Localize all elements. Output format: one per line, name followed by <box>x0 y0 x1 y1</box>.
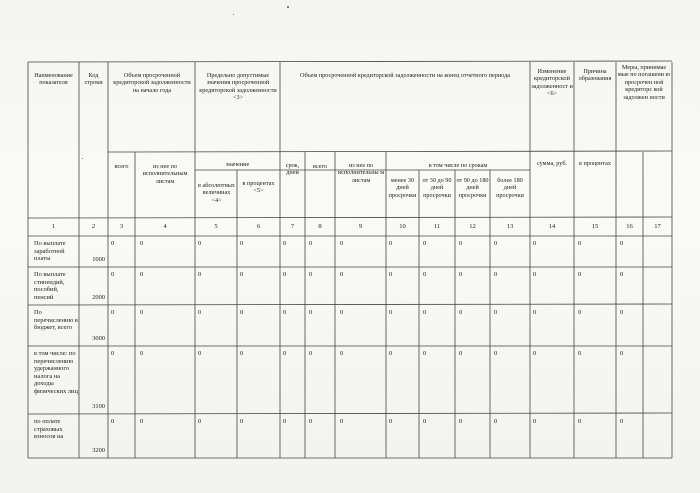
column-number: 10 <box>399 223 406 230</box>
row-value: 0 <box>494 240 498 247</box>
subheader-sum-rub: сумма, руб. <box>536 160 568 167</box>
column-number: 1 <box>51 223 56 230</box>
row-name: По выплате заработной платы <box>34 240 66 263</box>
row-value: 0 <box>240 350 244 357</box>
row-value: 0 <box>459 271 463 278</box>
subheader-total2: всего <box>313 163 327 170</box>
row-value: 0 <box>309 271 313 278</box>
row-value: 0 <box>459 350 463 357</box>
subheader-total: всего <box>114 163 129 170</box>
row-value: 0 <box>198 240 202 247</box>
row-value: 0 <box>494 309 498 316</box>
column-number: 11 <box>433 223 441 230</box>
row-value: 0 <box>111 309 115 316</box>
row-value: 0 <box>111 240 115 247</box>
row-value: 0 <box>620 309 624 316</box>
row-value: 0 <box>140 350 144 357</box>
row-value: 0 <box>283 309 287 316</box>
header-overdue-start: Объем просроченной кредиторской задолженности на начало года <box>113 72 191 94</box>
row-code: 3100 <box>92 403 105 410</box>
column-number: 9 <box>358 223 363 230</box>
row-value: 0 <box>283 271 287 278</box>
subheader-by-terms: в том числе по срокам <box>428 162 488 169</box>
row-value: 0 <box>533 309 537 316</box>
row-value: 0 <box>240 309 244 316</box>
column-number: 16 <box>626 223 633 230</box>
scan-speck <box>287 6 289 8</box>
row-value: 0 <box>198 271 202 278</box>
row-value: 0 <box>309 240 313 247</box>
row-value: 0 <box>309 418 313 425</box>
header-reason: Причина образования <box>578 68 612 83</box>
header-allowed: Предельно допустимые значения просроченной кредиторской задолженности <3> <box>199 72 277 102</box>
header-code: Код строки <box>84 72 103 87</box>
row-value: 0 <box>578 240 582 247</box>
row-value: 0 <box>459 240 463 247</box>
row-value: 0 <box>533 418 537 425</box>
subheader-in-pct: в процентах <box>579 160 611 167</box>
row-value: 0 <box>620 350 624 357</box>
row-value: 0 <box>494 418 498 425</box>
header-overdue-end: Объем просроченной кредиторской задолженности на конец отчетного периода <box>300 72 510 79</box>
row-value: 0 <box>140 240 144 247</box>
row-value: 0 <box>309 309 313 316</box>
subheader-value: значение <box>225 161 250 168</box>
row-value: 0 <box>240 418 244 425</box>
row-value: 0 <box>340 309 344 316</box>
row-value: 0 <box>494 271 498 278</box>
row-value: 0 <box>309 350 313 357</box>
row-value: 0 <box>340 240 344 247</box>
column-number: 7 <box>290 223 295 230</box>
column-number: 8 <box>318 223 322 230</box>
row-value: 0 <box>533 271 537 278</box>
row-value: 0 <box>459 309 463 316</box>
row-value: 0 <box>578 309 582 316</box>
subheader-term: срок, дней <box>285 162 300 177</box>
header-change: Изменение кредиторской задолженност и <6> <box>531 68 573 98</box>
row-value: 0 <box>578 271 582 278</box>
column-number: 3 <box>119 223 124 230</box>
row-name: в том числе: по перечислению удержанного налога на доходы физических лиц <box>34 350 78 395</box>
row-value: 0 <box>620 271 624 278</box>
row-value: 0 <box>423 309 427 316</box>
row-value: 0 <box>620 240 624 247</box>
column-number: 6 <box>256 223 261 230</box>
column-number: 2 <box>91 223 96 230</box>
row-value: 0 <box>198 350 202 357</box>
column-number: 13 <box>506 223 514 230</box>
row-value: 0 <box>111 271 115 278</box>
row-value: 0 <box>111 418 115 425</box>
subheader-90-180: от 90 до 180 дней просрочки <box>456 177 489 199</box>
scan-speck <box>233 14 234 15</box>
row-code: 1000 <box>92 256 105 263</box>
row-value: 0 <box>389 350 393 357</box>
subheader-incl-exec2: из нее по исполнительны м листам <box>337 162 385 184</box>
row-value: 0 <box>533 240 537 247</box>
row-name: По выплате стипендий, пособий, пенсий <box>34 271 66 301</box>
row-code: 3200 <box>92 447 105 454</box>
row-value: 0 <box>283 350 287 357</box>
subheader-lt30: менее 30 дней просрочки <box>388 177 417 199</box>
row-name: по оплате страховых взносов на <box>34 418 64 441</box>
row-value: 0 <box>198 309 202 316</box>
row-code: 3000 <box>92 335 105 342</box>
column-number: 17 <box>654 223 661 230</box>
row-value: 0 <box>389 271 393 278</box>
row-value: 0 <box>423 350 427 357</box>
row-value: 0 <box>340 271 344 278</box>
scan-speck <box>82 158 83 159</box>
column-number: 12 <box>469 223 476 230</box>
row-value: 0 <box>240 271 244 278</box>
row-value: 0 <box>198 418 202 425</box>
row-value: 0 <box>578 418 582 425</box>
row-value: 0 <box>423 240 427 247</box>
row-value: 0 <box>389 309 393 316</box>
row-value: 0 <box>423 418 427 425</box>
row-value: 0 <box>494 350 498 357</box>
subheader-abs: в абсолютных величинах <4> <box>197 182 236 204</box>
row-value: 0 <box>459 418 463 425</box>
row-code: 2000 <box>92 294 105 301</box>
row-value: 0 <box>140 271 144 278</box>
row-value: 0 <box>111 350 115 357</box>
row-value: 0 <box>389 418 393 425</box>
subheader-gt180: более 180 дней просрочки <box>496 177 524 199</box>
row-value: 0 <box>240 240 244 247</box>
row-value: 0 <box>620 418 624 425</box>
subheader-incl-exec: из нее по исполнительным листам <box>142 163 188 185</box>
row-value: 0 <box>340 418 344 425</box>
row-value: 0 <box>423 271 427 278</box>
row-name: По перечислению в бюджет, всего <box>34 309 78 332</box>
row-value: 0 <box>283 240 287 247</box>
header-measures: Меры, принимае мые по погашени ю просрочен ной кредиторс кой задолжен ности <box>617 64 671 101</box>
row-value: 0 <box>533 350 537 357</box>
row-value: 0 <box>340 350 344 357</box>
subheader-pct: в процентах <5> <box>242 180 275 195</box>
column-number: 15 <box>591 223 599 230</box>
row-value: 0 <box>140 309 144 316</box>
column-number: 14 <box>548 223 556 230</box>
header-name: Наименование показателя <box>34 72 73 87</box>
column-number: 4 <box>163 223 167 230</box>
subheader-30-90: от 30 до 90 дней просрочки <box>422 177 452 199</box>
row-value: 0 <box>578 350 582 357</box>
row-value: 0 <box>283 418 287 425</box>
row-value: 0 <box>389 240 393 247</box>
column-number: 5 <box>214 223 218 230</box>
row-value: 0 <box>140 418 144 425</box>
